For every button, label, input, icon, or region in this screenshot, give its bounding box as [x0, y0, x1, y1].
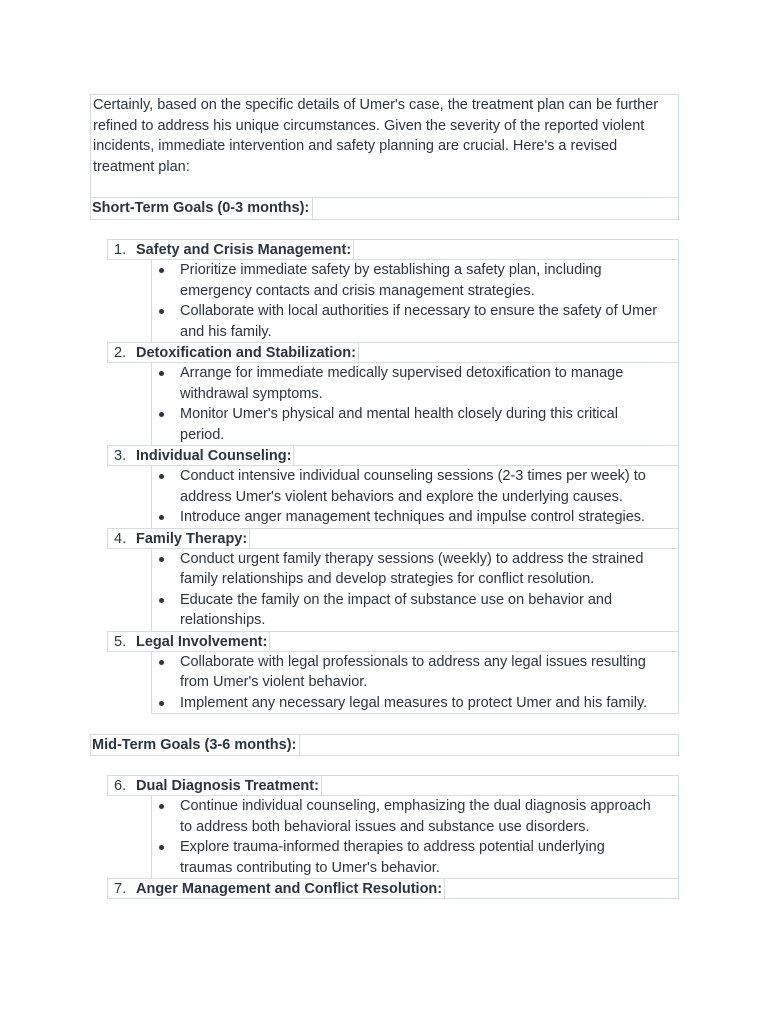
bullet-item: [152, 837, 678, 878]
goal-number: 6.: [114, 778, 127, 794]
bullet-text-line: Educate the family on the impact of substance use on behavior and: [180, 591, 613, 608]
bullet-icon: [159, 309, 164, 314]
bullet-icon: [159, 515, 164, 520]
bullet-text-line: period.: [180, 426, 225, 443]
goal-subitems: [151, 548, 679, 632]
goal-item: [107, 878, 679, 899]
goal-title: Dual Diagnosis Treatment:: [136, 776, 322, 795]
bullet-text-line: and his family.: [180, 323, 272, 340]
goal-title: Family Therapy:: [136, 529, 250, 548]
bullet-item: [152, 590, 678, 631]
bullet-item: [152, 549, 678, 590]
bullet-icon: [159, 557, 164, 562]
bullet-text-line: Conduct urgent family therapy sessions (weekly) to address the strained: [180, 550, 644, 567]
short-term-goal-list: [107, 239, 679, 714]
mid-term-heading-text: Mid-Term Goals (3-6 months):: [92, 735, 300, 756]
bullet-text-line: emergency contacts and crisis management strategies.: [180, 282, 535, 299]
goal-subitems: [151, 362, 679, 446]
bullet-item: [152, 652, 678, 693]
intro-line: incidents, immediate intervention and safety planning are crucial. Here's a revised: [93, 138, 618, 154]
bullet-item: [152, 363, 678, 404]
bullet-text-line: Monitor Umer's physical and mental health closely during this critical: [180, 406, 618, 422]
bullet-icon: [159, 268, 164, 273]
bullet-icon: [159, 845, 164, 850]
bullet-text-line: traumas contributing to Umer's behavior.: [180, 859, 440, 876]
intro-paragraph: [90, 94, 679, 198]
bullet-item: [152, 693, 678, 714]
bullet-icon: [159, 660, 164, 665]
goal-item: [107, 239, 679, 260]
goal-number: 2.: [114, 345, 127, 361]
short-term-heading: [90, 198, 679, 220]
goal-item: [107, 342, 679, 363]
goal-number: 4.: [114, 530, 127, 547]
bullet-item: [152, 466, 678, 507]
document-page: [90, 94, 679, 899]
bullet-text-line: relationships.: [180, 612, 266, 628]
goal-title: Legal Involvement:: [136, 632, 270, 651]
goal-number: 1.: [114, 242, 127, 258]
bullet-item: [152, 796, 678, 837]
goal-number: 7.: [114, 881, 127, 897]
bullet-text-line: Explore trauma-informed therapies to address potential underlying: [180, 839, 605, 855]
goal-title: Individual Counseling:: [136, 446, 294, 465]
bullet-text-line: Conduct intensive individual counseling sessions (2-3 times per week) to: [180, 468, 646, 484]
goal-title: Anger Management and Conflict Resolution:: [136, 879, 445, 898]
goal-item: [107, 631, 679, 652]
goal-number: 3.: [114, 448, 127, 464]
bullet-icon: [159, 804, 164, 809]
bullet-text-line: Arrange for immediate medically supervised detoxification to manage: [180, 365, 624, 381]
goal-subitems: [151, 651, 679, 715]
bullet-icon: [159, 371, 164, 376]
bullet-text-line: withdrawal symptoms.: [180, 385, 323, 402]
goal-title: Safety and Crisis Management:: [136, 240, 354, 259]
bullet-icon: [159, 412, 164, 417]
bullet-text-line: address Umer's violent behaviors and explore the underlying causes.: [180, 488, 623, 505]
goal-title: Detoxification and Stabilization:: [136, 343, 359, 362]
goal-item: [107, 445, 679, 466]
short-term-heading-text: Short-Term Goals (0-3 months):: [92, 198, 313, 219]
intro-line: refined to address his unique circumstances. Given the severity of the reported violent: [93, 117, 645, 134]
bullet-text-line: Implement any necessary legal measures to protect Umer and his family.: [180, 694, 648, 711]
mid-term-goal-list: [107, 775, 679, 899]
intro-line: Certainly, based on the specific details of Umer's case, the treatment plan can be further: [93, 97, 659, 113]
bullet-icon: [159, 701, 164, 706]
bullet-text-line: family relationships and develop strategies for conflict resolution.: [180, 571, 595, 587]
goal-subitems: [151, 795, 679, 879]
goal-subitems: [151, 259, 679, 343]
bullet-text-line: Continue individual counseling, emphasizing the dual diagnosis approach: [180, 798, 651, 814]
goal-number: 5.: [114, 633, 127, 650]
goal-item: [107, 528, 679, 549]
goal-item: [107, 775, 679, 796]
bullet-text-line: Collaborate with legal professionals to address any legal issues resulting: [180, 653, 646, 670]
intro-line: treatment plan:: [93, 158, 190, 175]
mid-term-heading: [90, 734, 679, 756]
bullet-text-line: to address both behavioral issues and substance use disorders.: [180, 818, 590, 835]
bullet-text-line: Prioritize immediate safety by establishing a safety plan, including: [180, 262, 602, 278]
bullet-text-line: Introduce anger management techniques and impulse control strategies.: [180, 509, 646, 525]
goal-subitems: [151, 465, 679, 529]
bullet-item: [152, 404, 678, 445]
bullet-text-line: from Umer's violent behavior.: [180, 674, 368, 690]
bullet-item: [152, 301, 678, 342]
bullet-item: [152, 507, 678, 528]
bullet-icon: [159, 598, 164, 603]
bullet-icon: [159, 474, 164, 479]
bullet-text-line: Collaborate with local authorities if necessary to ensure the safety of Umer: [180, 303, 658, 319]
bullet-item: [152, 260, 678, 301]
